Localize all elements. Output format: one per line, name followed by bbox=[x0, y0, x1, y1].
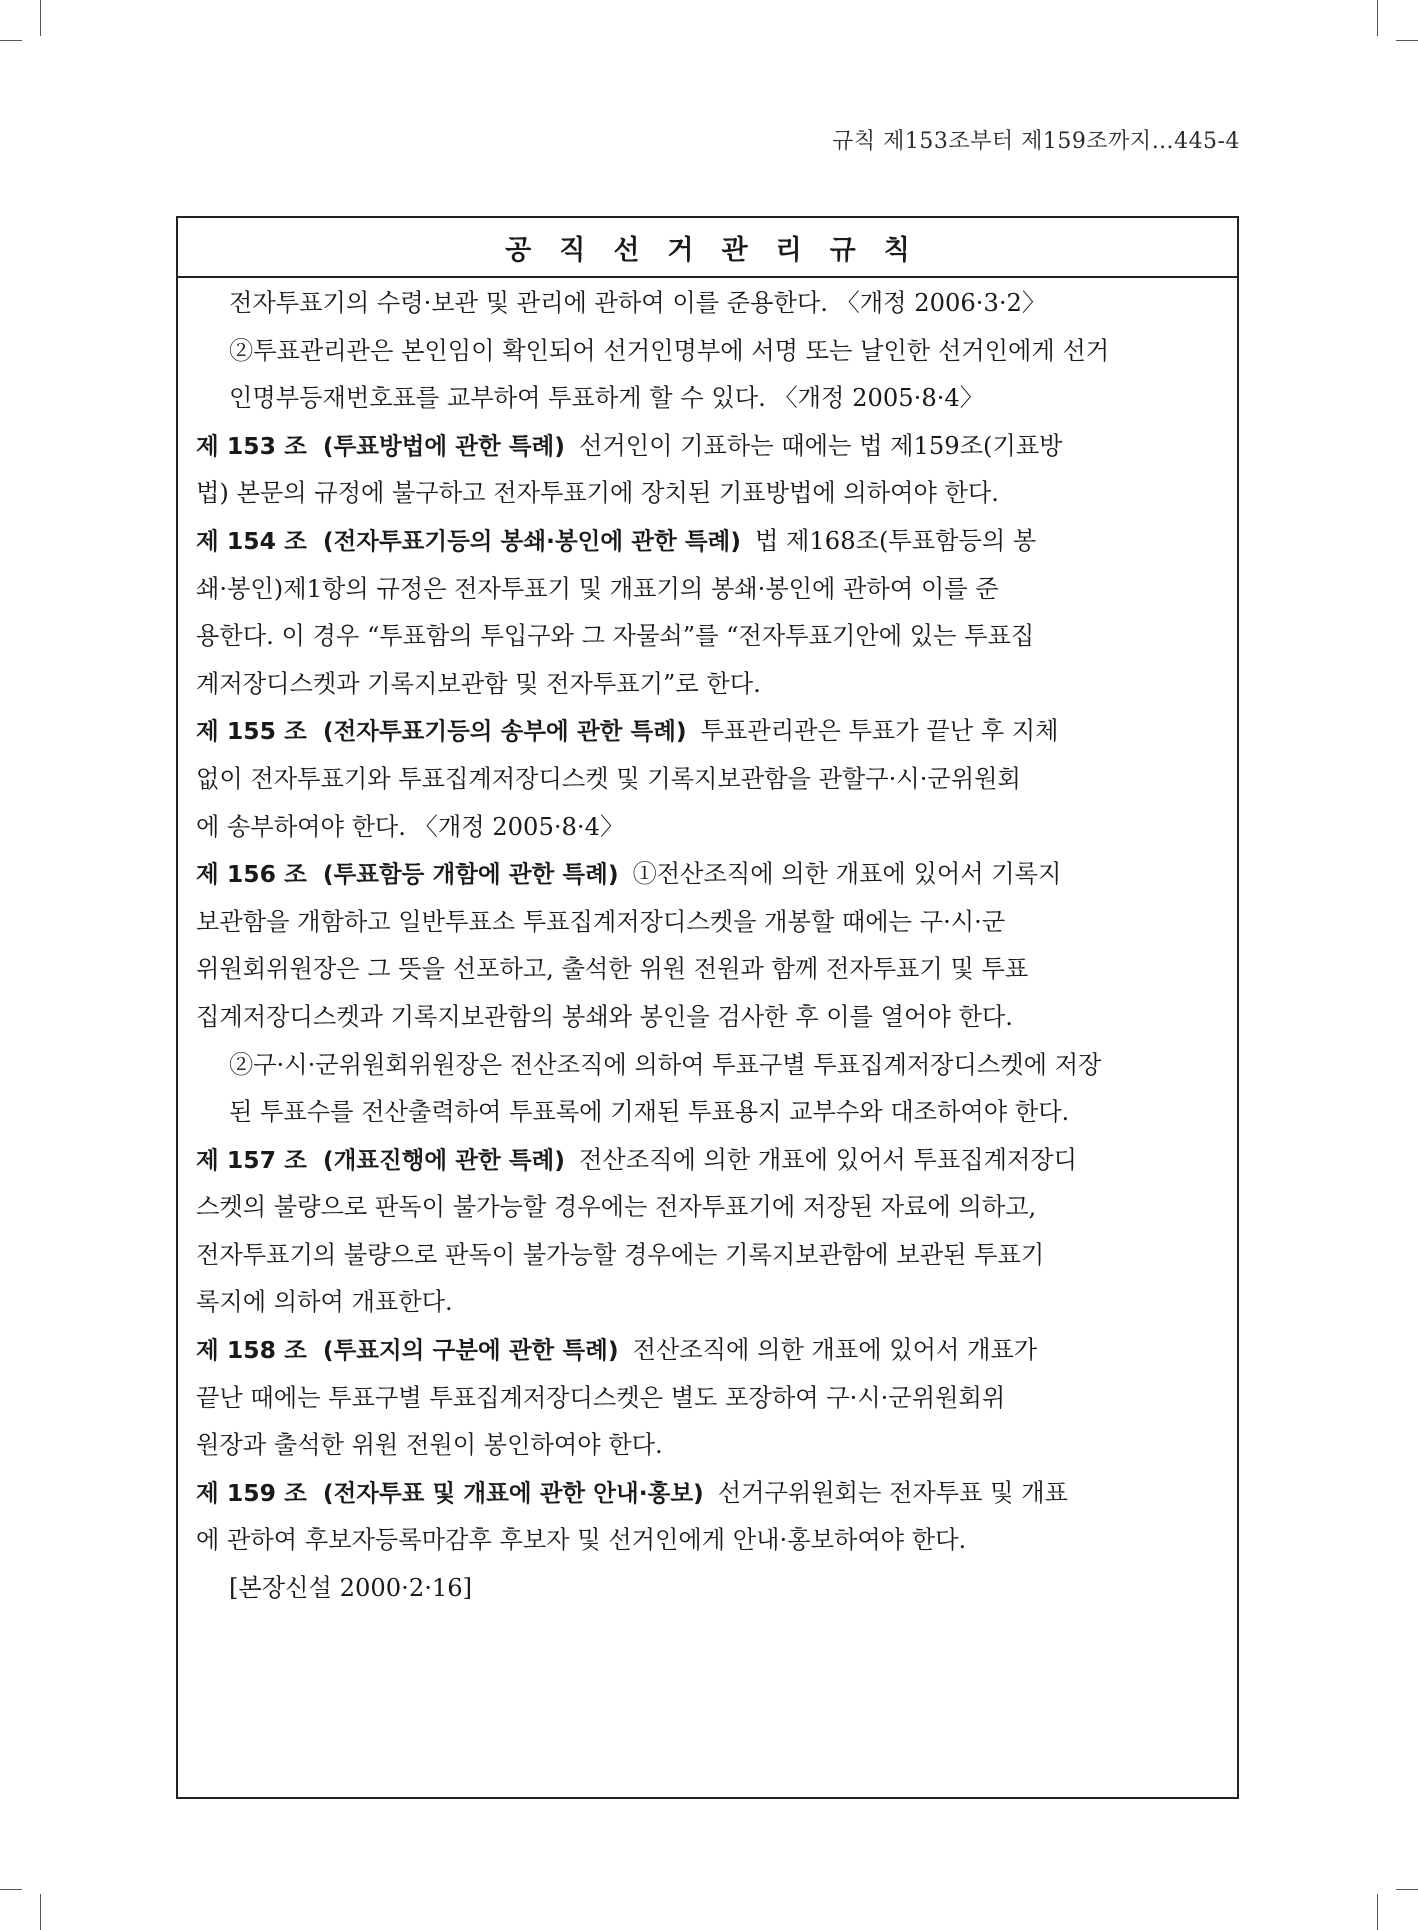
text-line: 선거인이 기표하는 때에는 법 제159조(기표방 bbox=[578, 431, 1063, 460]
paragraph-2 bbox=[196, 328, 1221, 423]
text-line: 전산조직에 의한 개표에 있어서 개표가 bbox=[632, 1336, 1038, 1365]
text-line: 된 투표수를 전산출력하여 투표록에 기재된 투표용지 교부수와 대조하여야 한다. bbox=[229, 1098, 1070, 1127]
text-line: 투표관리관은 투표가 끝난 후 지체 bbox=[700, 717, 1059, 746]
article-title: (투표지의 구분에 관한 특례) bbox=[322, 1336, 619, 1365]
article-154 bbox=[196, 518, 1221, 708]
article-number: 제 153 조 bbox=[196, 431, 307, 460]
article-number: 제 155 조 bbox=[196, 717, 307, 746]
text-line: 집계저장디스켓과 기록지보관함의 봉쇄와 봉인을 검사한 후 이를 열어야 한다. bbox=[196, 1002, 1013, 1031]
article-157 bbox=[196, 1137, 1221, 1327]
text-line: 없이 전자투표기와 투표집계저장디스켓 및 기록지보관함을 관할구·시·군위원회 bbox=[196, 764, 1021, 793]
text-line: 보관함을 개함하고 일반투표소 투표집계저장디스켓을 개봉할 때에는 구·시·군 bbox=[196, 907, 1006, 936]
article-155 bbox=[196, 708, 1221, 851]
article-title: (개표진행에 관한 특례) bbox=[322, 1145, 565, 1174]
article-158 bbox=[196, 1327, 1221, 1470]
running-head: 규칙 제153조부터 제159조까지…445-4 bbox=[832, 129, 1240, 154]
article-153 bbox=[196, 423, 1221, 518]
text-line: [본장신설 2000·2·16] bbox=[229, 1574, 473, 1603]
text-line: 록지에 의하여 개표한다. bbox=[196, 1288, 453, 1317]
article-159 bbox=[196, 1470, 1221, 1565]
article-156 bbox=[196, 851, 1221, 1041]
regulation-frame bbox=[176, 216, 1239, 1799]
article-title: (전자투표기등의 송부에 관한 특례) bbox=[322, 717, 687, 746]
article-number: 제 159 조 bbox=[196, 1478, 307, 1507]
text-line: 끝난 때에는 투표구별 투표집계저장디스켓은 별도 포장하여 구·시·군위원회위 bbox=[196, 1383, 1006, 1412]
article-number: 제 154 조 bbox=[196, 526, 307, 555]
crop-mark bbox=[0, 1889, 22, 1890]
chapter-note bbox=[196, 1565, 1221, 1613]
article-title: (투표방법에 관한 특례) bbox=[322, 431, 565, 460]
crop-mark bbox=[0, 40, 22, 41]
crop-mark bbox=[1377, 1894, 1378, 1930]
crop-mark bbox=[40, 1894, 41, 1930]
article-156-paragraph-2 bbox=[196, 1042, 1221, 1137]
text-line: 법) 본문의 규정에 불구하고 전자투표기에 장치된 기표방법에 의하여야 한다. bbox=[196, 479, 999, 508]
text-line: 전자투표기의 수령·보관 및 관리에 관하여 이를 준용한다. 〈개정 2006·3·2〉 bbox=[229, 289, 1047, 317]
article-number: 제 157 조 bbox=[196, 1145, 307, 1174]
regulation-body bbox=[178, 278, 1237, 1613]
text-line: 에 관하여 후보자등록마감후 후보자 및 선거인에게 안내·홍보하여야 한다. bbox=[196, 1526, 967, 1555]
frame-title: 공직선거관리규칙 bbox=[178, 218, 1237, 278]
text-line: 인명부등재번호표를 교부하여 투표하게 할 수 있다. 〈개정 2005·8·4〉 bbox=[229, 384, 984, 413]
text-line: 전산조직에 의한 개표에 있어서 투표집계저장디 bbox=[578, 1145, 1078, 1174]
text-line: 선거구위원회는 전자투표 및 개표 bbox=[717, 1478, 1068, 1507]
crop-mark bbox=[40, 0, 41, 36]
text-line: 계저장디스켓과 기록지보관함 및 전자투표기”로 한다. bbox=[196, 669, 761, 698]
article-title: (전자투표기등의 봉쇄·봉인에 관한 특례) bbox=[322, 526, 741, 555]
text-line: 위원회위원장은 그 뜻을 선포하고, 출석한 위원 전원과 함께 전자투표기 및 투표 bbox=[196, 955, 1029, 984]
article-title: (투표함등 개함에 관한 특례) bbox=[322, 860, 619, 889]
article-title: (전자투표 및 개표에 관한 안내·홍보) bbox=[322, 1478, 704, 1507]
text-line: 용한다. 이 경우 “투표함의 투입구와 그 자물쇠”를 “전자투표기안에 있는 투표집 bbox=[196, 622, 1035, 651]
text-line: 스켓의 불량으로 판독이 불가능할 경우에는 전자투표기에 저장된 자료에 의하고, bbox=[196, 1193, 1037, 1222]
crop-mark bbox=[1377, 0, 1378, 36]
text-line: ②구·시·군위원회위원장은 전산조직에 의하여 투표구별 투표집계저장디스켓에 저장 bbox=[229, 1050, 1102, 1079]
crop-mark bbox=[1396, 1889, 1418, 1890]
text-line: 전자투표기의 불량으로 판독이 불가능할 경우에는 기록지보관함에 보관된 투표기 bbox=[196, 1240, 1045, 1269]
text-line: ①전산조직에 의한 개표에 있어서 기록지 bbox=[632, 860, 1062, 889]
text-line: 에 송부하여야 한다. 〈개정 2005·8·4〉 bbox=[196, 812, 625, 841]
article-number: 제 158 조 bbox=[196, 1336, 307, 1365]
text-line: 원장과 출석한 위원 전원이 봉인하여야 한다. bbox=[196, 1431, 663, 1460]
text-line: ②투표관리관은 본인임이 확인되어 선거인명부에 서명 또는 날인한 선거인에게 선거 bbox=[229, 336, 1110, 365]
crop-mark bbox=[1396, 40, 1418, 41]
article-number: 제 156 조 bbox=[196, 860, 307, 889]
text-line: 법 제168조(투표함등의 봉 bbox=[755, 526, 1037, 555]
text-line: 쇄·봉인)제1항의 규정은 전자투표기 및 개표기의 봉쇄·봉인에 관하여 이를 준 bbox=[196, 574, 999, 603]
paragraph-continued bbox=[196, 280, 1221, 328]
